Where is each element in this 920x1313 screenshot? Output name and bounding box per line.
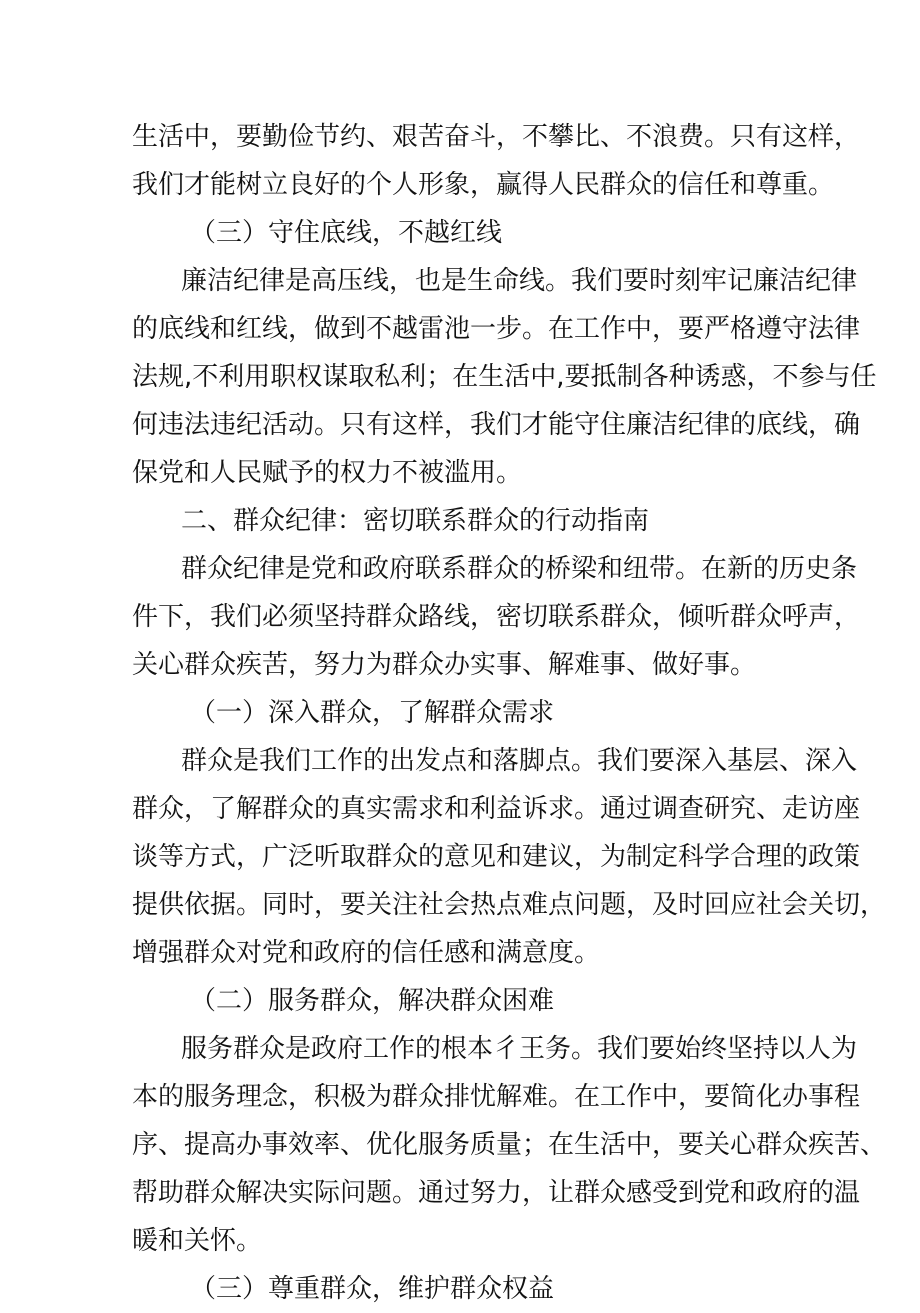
paragraph-line: 群众纪律是党和政府联系群众的桥梁和纽带。在新的历史条 (181, 554, 858, 584)
paragraph-line: 本的服务理念，积极为群众排忧解难。在工作中，要简化办事程 (132, 1082, 861, 1112)
paragraph-line: 廉洁纪律是高压线，也是生命线。我们要时刻牢记廉洁纪律 (181, 266, 858, 296)
paragraph-line: 的底线和红线，做到不越雷池一步。在工作中，要严格遵守法律 (132, 314, 861, 344)
paragraph-line: 件下，我们必须坚持群众路线，密切联系群众，倾听群众呼声， (132, 602, 861, 632)
paragraph-line: 暖和关怀。 (132, 1226, 263, 1256)
paragraph-line: 我们才能树立良好的个人形象，赢得人民群众的信任和尊重。 (132, 170, 835, 200)
paragraph-line: 群众是我们工作的出发点和落脚点。我们要深入基层、深入 (181, 746, 858, 776)
document-body (132, 113, 887, 1313)
paragraph-line: 法规,不利用职权谋取私利；在生活中,要抵制各种诱惑，不参与任 (132, 362, 877, 392)
paragraph-line: 增强群众对党和政府的信任感和满意度。 (132, 938, 601, 968)
paragraph-line: 服务群众是政府工作的根本彳王务。我们要始终坚持以人为 (181, 1034, 858, 1064)
paragraph-line: 帮助群众解决实际问题。通过努力，让群众感受到党和政府的温 (132, 1178, 861, 1208)
paragraph-line: 谈等方式，广泛听取群众的意见和建议，为制定科学合理的政策 (132, 842, 861, 872)
paragraph-line: 提供依据。同时，要关注社会热点难点问题，及时回应社会关切， (132, 890, 887, 920)
chapter-heading: 二、群众纪律：密切联系群众的行动指南 (181, 506, 650, 536)
section-heading: （三）守住底线，不越红线 (190, 218, 503, 248)
section-heading: （三）尊重群众，维护群众权益 (190, 1274, 555, 1304)
section-heading: （二）服务群众，解决群众困难 (190, 986, 555, 1016)
paragraph-line: 序、提高办事效率、优化服务质量；在生活中，要关心群众疾苦、 (132, 1130, 887, 1160)
paragraph-line: 何违法违纪活动。只有这样，我们才能守住廉洁纪律的底线，确 (132, 410, 861, 440)
paragraph-line: 生活中，要勤俭节约、艰苦奋斗，不攀比、不浪费。只有这样， (132, 122, 861, 152)
paragraph-line: 群众，了解群众的真实需求和利益诉求。通过调查研究、走访座 (132, 794, 861, 824)
paragraph-line: 保党和人民赋予的权力不被滥用。 (132, 458, 523, 488)
section-heading: （一）深入群众，了解群众需求 (190, 698, 555, 728)
paragraph-line: 关心群众疾苦，努力为群众办实事、解难事、做好事。 (132, 650, 757, 680)
